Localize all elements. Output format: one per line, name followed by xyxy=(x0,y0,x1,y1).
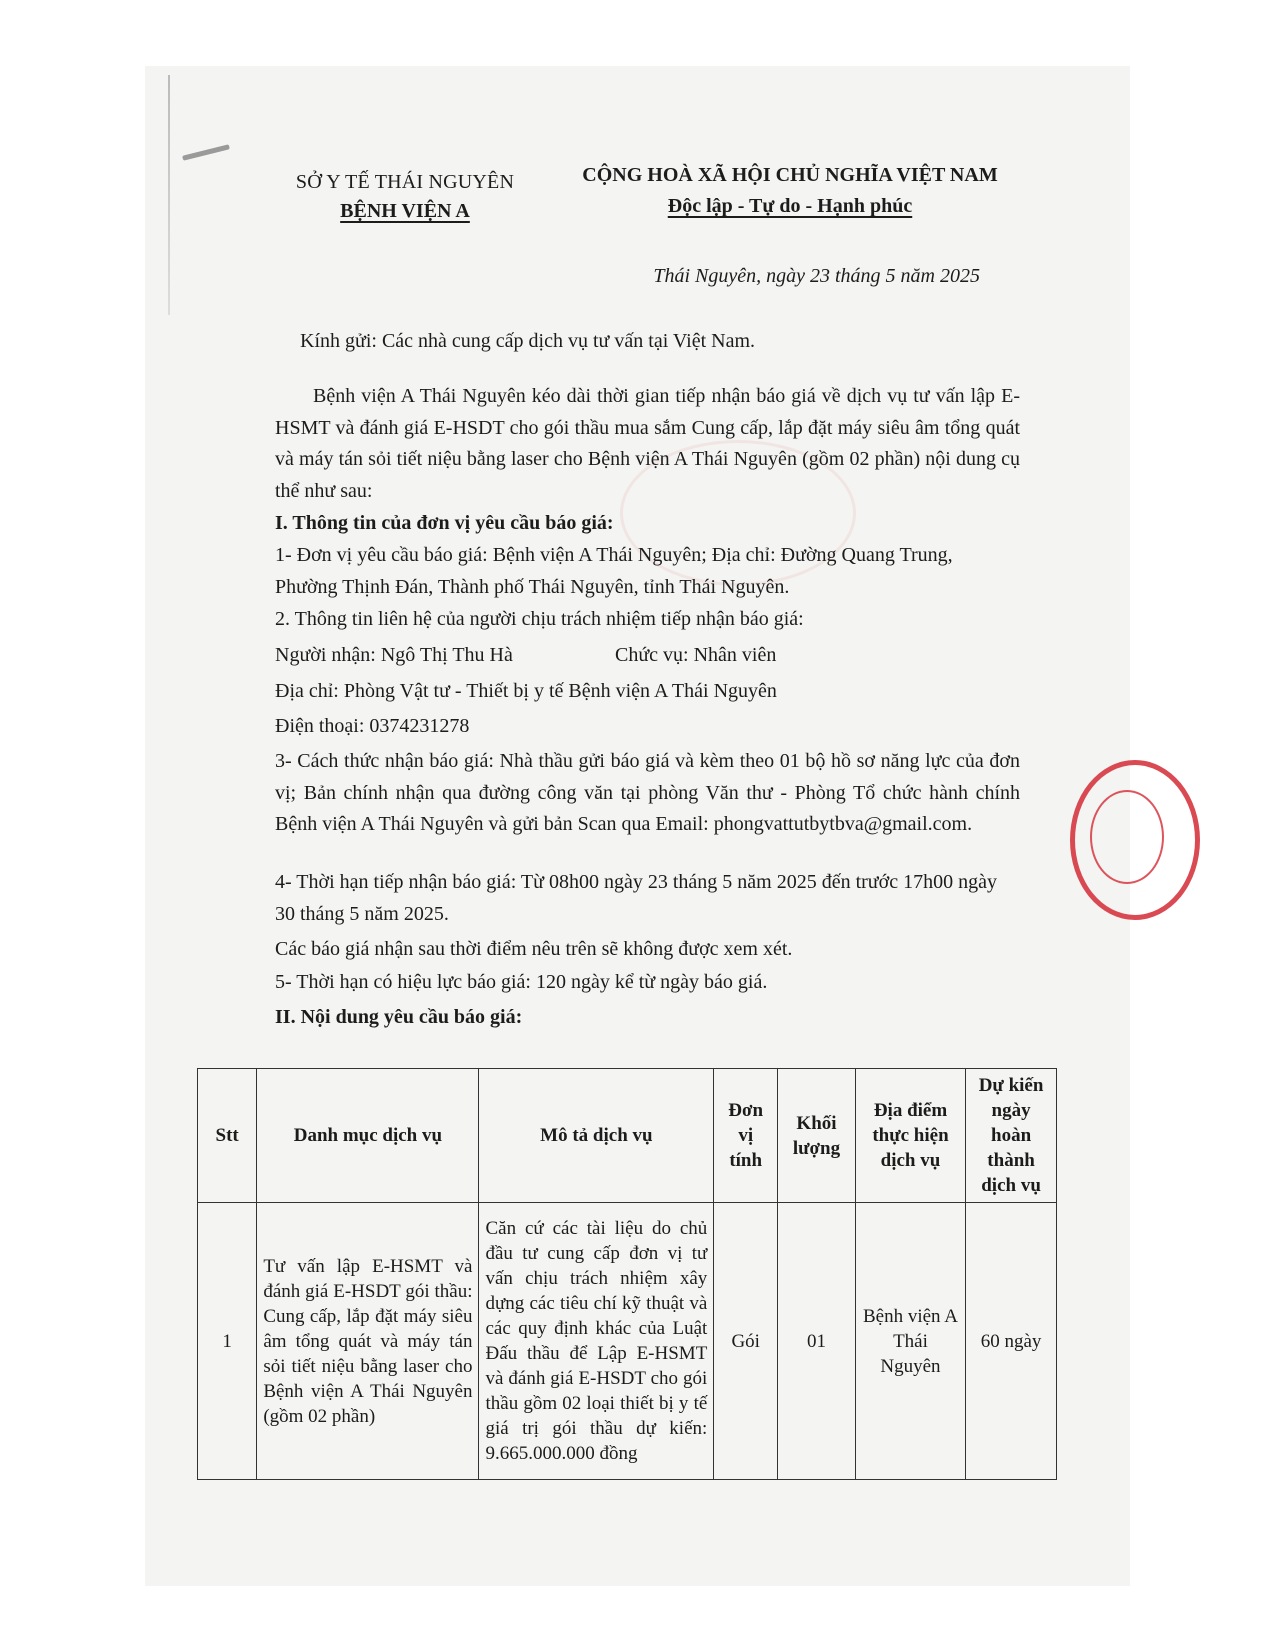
date-line: Thái Nguyên, ngày 23 tháng 5 năm 2025 xyxy=(653,265,980,287)
section-1-item-1: 1- Đơn vị yêu cầu báo giá: Bệnh viện A Thái Nguyên; Địa chỉ: Đường Quang Trung, Phường Thịnh Đán, Thành phố Thái Nguyên, tỉnh Thái Nguyên. xyxy=(275,544,953,598)
header-description: Mô tả dịch vụ xyxy=(479,1069,714,1203)
table-header-row xyxy=(198,1069,1057,1203)
header-quantity: Khối lượng xyxy=(778,1069,856,1203)
issuer-block xyxy=(270,168,540,226)
cell-description: Căn cứ các tài liệu do chủ đầu tư cung cấp đơn vị tư vấn chịu trách nhiệm xây dựng các tiêu chí kỹ thuật và các quy định khác của Luật Đấu thầu để Lập E-HSMT và đánh giá E-HSDT cho gói thầu gồm 02 loại thiết bị y tế giá trị gói thầu dự kiến: 9.665.000.000 đồng xyxy=(479,1203,714,1480)
intro-paragraph: Bệnh viện A Thái Nguyên kéo dài thời gian tiếp nhận báo giá về dịch vụ tư vấn lập E-HSMT và đánh giá E-HSDT cho gói thầu mua sắm Cung cấp, lắp đặt máy siêu âm tổng quát và máy tán sỏi tiết niệu bằng laser cho Bệnh viện A Thái Nguyên (gồm 02 phần) nội dung cụ thể như sau: xyxy=(275,385,1020,502)
org-department: SỞ Y TẾ THÁI NGUYÊN xyxy=(295,171,515,193)
section-1-item-3: 3- Cách thức nhận báo giá: Nhà thầu gửi báo giá và kèm theo 01 bộ hồ sơ năng lực của đơn vị; Bản chính nhận qua đường công văn tại phòng Văn thư - Phòng Tổ chức hành chính Bệnh viện A Thái Nguyên và gửi bản Scan qua Email: phongvattutbytbva@gmail.com. xyxy=(275,750,1020,835)
red-seal-stamp-inner xyxy=(1090,790,1164,884)
table-row xyxy=(198,1203,1057,1480)
contact-row xyxy=(275,640,1020,672)
paper-fold-line xyxy=(168,75,170,315)
cell-location: Bệnh viện A Thái Nguyên xyxy=(855,1203,965,1480)
national-title-block xyxy=(570,160,1010,222)
header-unit: Đơn vị tính xyxy=(714,1069,778,1203)
header-stt: Stt xyxy=(198,1069,257,1203)
national-motto: Độc lập - Tự do - Hạnh phúc xyxy=(667,195,913,217)
cell-stt: 1 xyxy=(198,1203,257,1480)
cell-unit: Gói xyxy=(714,1203,778,1480)
recipient-line: Kính gửi: Các nhà cung cấp dịch vụ tư vấn tại Việt Nam. xyxy=(300,330,755,352)
section-2-heading: II. Nội dung yêu cầu báo giá: xyxy=(275,1006,523,1028)
cell-quantity: 01 xyxy=(778,1203,856,1480)
cell-service: Tư vấn lập E-HSMT và đánh giá E-HSDT gói thầu: Cung cấp, lắp đặt máy siêu âm tổng quát và máy tán sỏi tiết niệu bằng laser cho Bệnh viện A Thái Nguyên (gồm 02 phần) xyxy=(257,1203,479,1480)
contact-address: Địa chỉ: Phòng Vật tư - Thiết bị y tế Bệnh viện A Thái Nguyên xyxy=(275,680,777,702)
country-name: CỘNG HOÀ XÃ HỘI CHỦ NGHĨA VIỆT NAM xyxy=(582,164,998,186)
header-completion: Dự kiến ngày hoàn thành dịch vụ xyxy=(966,1069,1057,1203)
cell-completion: 60 ngày xyxy=(966,1203,1057,1480)
section-1-heading: I. Thông tin của đơn vị yêu cầu báo giá: xyxy=(275,512,614,534)
header-service: Danh mục dịch vụ xyxy=(257,1069,479,1203)
receiver-position: Chức vụ: Nhân viên xyxy=(615,644,777,666)
contact-phone: Điện thoại: 0374231278 xyxy=(275,715,470,737)
section-1-item-2: 2. Thông tin liên hệ của người chịu trách nhiệm tiếp nhận báo giá: xyxy=(275,608,804,630)
section-1-item-5: 5- Thời hạn có hiệu lực báo giá: 120 ngày kể từ ngày báo giá. xyxy=(275,971,768,993)
org-name: BỆNH VIỆN A xyxy=(340,200,470,222)
receiver-name: Người nhận: Ngô Thị Thu Hà xyxy=(275,644,513,666)
section-1-note: Các báo giá nhận sau thời điểm nêu trên sẽ không được xem xét. xyxy=(275,938,793,960)
section-1-item-4: 4- Thời hạn tiếp nhận báo giá: Từ 08h00 ngày 23 tháng 5 năm 2025 đến trước 17h00 ngày 30 tháng 5 năm 2025. xyxy=(275,871,997,925)
header-location: Địa điểm thực hiện dịch vụ xyxy=(855,1069,965,1203)
quote-request-table xyxy=(197,1068,1057,1480)
